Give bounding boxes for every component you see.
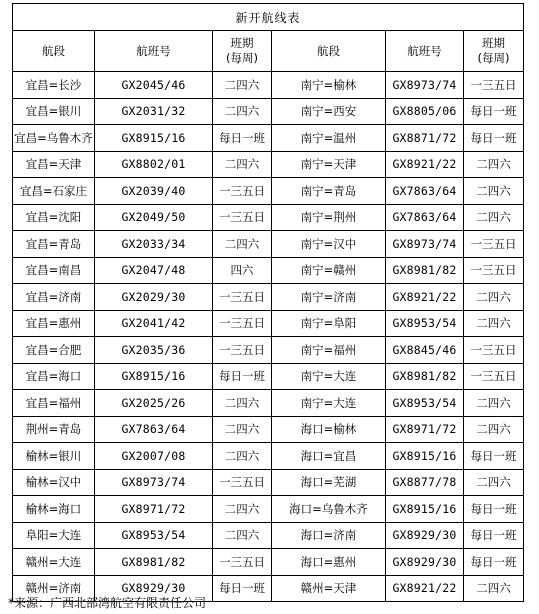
header-schedule-right: [464, 31, 524, 72]
header-flight-no-right: 航班号: [386, 31, 464, 72]
cell-route-left: 赣州=大连: [13, 549, 95, 576]
cell-flight-no-right: GX8953/54: [386, 390, 464, 417]
cell-schedule-left: 二四六: [213, 522, 272, 549]
cell-flight-no-left: GX7863/64: [95, 416, 213, 443]
cell-flight-no-right: GX8805/06: [386, 98, 464, 125]
cell-route-left: 宜昌=青岛: [13, 231, 95, 258]
cell-route-left: 赣州=济南: [13, 575, 95, 602]
cell-flight-no-left: GX2039/40: [95, 178, 213, 205]
cell-schedule-left: 一三五日: [213, 204, 272, 231]
cell-schedule-right: 一三五日: [464, 363, 524, 390]
cell-flight-no-left: GX8953/54: [95, 522, 213, 549]
cell-route-left: 阜阳=大连: [13, 522, 95, 549]
cell-flight-no-left: GX8929/30: [95, 575, 213, 602]
cell-flight-no-left: GX8915/16: [95, 125, 213, 152]
header-schedule-label: 班期: [230, 36, 254, 50]
header-schedule-unit: (每周): [477, 51, 510, 65]
cell-schedule-left: 一三五日: [213, 284, 272, 311]
cell-schedule-left: 每日一班: [213, 125, 272, 152]
cell-route-right: 南宁=赣州: [272, 257, 386, 284]
table-row: [13, 469, 524, 496]
cell-route-right: 南宁=西安: [272, 98, 386, 125]
cell-route-left: 宜昌=合肥: [13, 337, 95, 364]
table-row: [13, 151, 524, 178]
cell-schedule-right: 一三五日: [464, 72, 524, 99]
cell-route-right: 南宁=荆州: [272, 204, 386, 231]
cell-flight-no-right: GX8953/54: [386, 310, 464, 337]
cell-route-right: 赣州=天津: [272, 575, 386, 602]
cell-flight-no-right: GX8929/30: [386, 549, 464, 576]
cell-flight-no-right: GX7863/64: [386, 204, 464, 231]
cell-route-left: 榆林=海口: [13, 496, 95, 523]
table-row: [13, 284, 524, 311]
cell-flight-no-left: GX2047/48: [95, 257, 213, 284]
header-schedule-left: [213, 31, 272, 72]
cell-flight-no-left: GX2035/36: [95, 337, 213, 364]
cell-route-left: 宜昌=乌鲁木齐: [13, 125, 95, 152]
cell-route-left: 宜昌=惠州: [13, 310, 95, 337]
cell-flight-no-right: GX8871/72: [386, 125, 464, 152]
cell-schedule-left: 四六: [213, 257, 272, 284]
cell-schedule-right: 二四六: [464, 469, 524, 496]
cell-schedule-right: 每日一班: [464, 98, 524, 125]
cell-flight-no-right: GX8921/22: [386, 151, 464, 178]
cell-route-left: 荆州=青岛: [13, 416, 95, 443]
table-row: [13, 231, 524, 258]
cell-route-left: 宜昌=石家庄: [13, 178, 95, 205]
cell-schedule-left: 每日一班: [213, 363, 272, 390]
cell-flight-no-left: GX2007/08: [95, 443, 213, 470]
cell-route-right: 海口=宜昌: [272, 443, 386, 470]
cell-schedule-left: 二四六: [213, 390, 272, 417]
cell-schedule-right: 二四六: [464, 178, 524, 205]
table-row: [13, 310, 524, 337]
cell-route-left: 宜昌=长沙: [13, 72, 95, 99]
cell-route-right: 南宁=福州: [272, 337, 386, 364]
table-row: [13, 496, 524, 523]
cell-flight-no-left: GX8915/16: [95, 363, 213, 390]
cell-flight-no-right: GX8971/72: [386, 416, 464, 443]
cell-route-right: 海口=乌鲁木齐: [272, 496, 386, 523]
cell-route-right: 南宁=温州: [272, 125, 386, 152]
cell-schedule-right: 一三五日: [464, 257, 524, 284]
cell-route-right: 南宁=榆林: [272, 72, 386, 99]
table-row: [13, 72, 524, 99]
table-row: [13, 337, 524, 364]
cell-schedule-left: 一三五日: [213, 469, 272, 496]
cell-schedule-right: 每日一班: [464, 125, 524, 152]
cell-flight-no-right: GX8877/78: [386, 469, 464, 496]
cell-flight-no-left: GX8971/72: [95, 496, 213, 523]
cell-flight-no-left: GX2029/30: [95, 284, 213, 311]
table-row: [13, 443, 524, 470]
table-row: [13, 363, 524, 390]
cell-schedule-left: 二四六: [213, 496, 272, 523]
cell-flight-no-right: GX8981/82: [386, 257, 464, 284]
cell-route-left: 宜昌=海口: [13, 363, 95, 390]
cell-schedule-left: 一三五日: [213, 310, 272, 337]
cell-route-right: 海口=济南: [272, 522, 386, 549]
cell-route-right: 海口=惠州: [272, 549, 386, 576]
cell-flight-no-left: GX8802/01: [95, 151, 213, 178]
table-row: [13, 98, 524, 125]
cell-flight-no-left: GX2031/32: [95, 98, 213, 125]
cell-schedule-left: 二四六: [213, 231, 272, 258]
cell-route-left: 榆林=汉中: [13, 469, 95, 496]
cell-schedule-right: 二四六: [464, 204, 524, 231]
table-header-row: [13, 31, 524, 72]
cell-route-right: 南宁=阜阳: [272, 310, 386, 337]
cell-flight-no-left: GX2045/46: [95, 72, 213, 99]
cell-flight-no-left: GX2025/26: [95, 390, 213, 417]
cell-route-right: 南宁=大连: [272, 390, 386, 417]
new-routes-table: [12, 3, 524, 602]
cell-schedule-right: 二四六: [464, 310, 524, 337]
cell-route-left: 宜昌=沈阳: [13, 204, 95, 231]
cell-flight-no-right: GX7863/64: [386, 178, 464, 205]
cell-schedule-left: 二四六: [213, 443, 272, 470]
cell-route-right: 南宁=大连: [272, 363, 386, 390]
cell-schedule-left: 一三五日: [213, 337, 272, 364]
table-row: [13, 416, 524, 443]
source-note: *来源：广西北部湾航空有限责任公司: [8, 596, 207, 610]
cell-flight-no-right: GX8973/74: [386, 231, 464, 258]
cell-route-left: 宜昌=福州: [13, 390, 95, 417]
cell-schedule-left: 二四六: [213, 98, 272, 125]
cell-schedule-left: 一三五日: [213, 178, 272, 205]
cell-schedule-right: 二四六: [464, 151, 524, 178]
cell-route-left: 榆林=银川: [13, 443, 95, 470]
cell-route-right: 南宁=济南: [272, 284, 386, 311]
cell-route-right: 海口=榆林: [272, 416, 386, 443]
cell-flight-no-left: GX2041/42: [95, 310, 213, 337]
cell-route-left: 宜昌=银川: [13, 98, 95, 125]
header-flight-no-left: 航班号: [95, 31, 213, 72]
header-schedule-unit: (每周): [226, 51, 258, 65]
cell-schedule-right: 二四六: [464, 284, 524, 311]
cell-route-right: 南宁=天津: [272, 151, 386, 178]
cell-schedule-left: 每日一班: [213, 575, 272, 602]
table-title: 新开航线表: [13, 4, 524, 31]
cell-flight-no-left: GX8973/74: [95, 469, 213, 496]
cell-schedule-right: 每日一班: [464, 522, 524, 549]
table-body: [13, 72, 524, 602]
table-row: [13, 178, 524, 205]
table-row: [13, 522, 524, 549]
table-row: [13, 204, 524, 231]
cell-schedule-left: 二四六: [213, 151, 272, 178]
cell-schedule-left: 二四六: [213, 416, 272, 443]
table-title-row: [13, 4, 524, 31]
cell-schedule-right: 二四六: [464, 416, 524, 443]
cell-route-left: 宜昌=济南: [13, 284, 95, 311]
cell-flight-no-right: GX8915/16: [386, 496, 464, 523]
cell-schedule-right: 每日一班: [464, 443, 524, 470]
header-schedule-label: 班期: [482, 36, 505, 50]
table-row: [13, 257, 524, 284]
cell-route-right: 南宁=汉中: [272, 231, 386, 258]
header-route-left: 航段: [13, 31, 95, 72]
header-route-right: 航段: [272, 31, 386, 72]
table-row: [13, 549, 524, 576]
cell-flight-no-left: GX2049/50: [95, 204, 213, 231]
cell-schedule-right: 每日一班: [464, 549, 524, 576]
cell-flight-no-right: GX8921/22: [386, 284, 464, 311]
cell-route-left: 宜昌=天津: [13, 151, 95, 178]
cell-route-left: 宜昌=南昌: [13, 257, 95, 284]
cell-schedule-right: 一三五日: [464, 231, 524, 258]
cell-flight-no-right: GX8921/22: [386, 575, 464, 602]
table-row: [13, 390, 524, 417]
cell-route-right: 海口=芜湖: [272, 469, 386, 496]
cell-schedule-right: 二四六: [464, 575, 524, 602]
cell-flight-no-right: GX8981/82: [386, 363, 464, 390]
cell-schedule-left: 一三五日: [213, 549, 272, 576]
cell-flight-no-left: GX8981/82: [95, 549, 213, 576]
cell-schedule-right: 一三五日: [464, 337, 524, 364]
cell-flight-no-right: GX8845/46: [386, 337, 464, 364]
cell-flight-no-left: GX2033/34: [95, 231, 213, 258]
cell-flight-no-right: GX8973/74: [386, 72, 464, 99]
table-row: [13, 125, 524, 152]
cell-schedule-left: 二四六: [213, 72, 272, 99]
cell-route-right: 南宁=青岛: [272, 178, 386, 205]
cell-schedule-right: 每日一班: [464, 496, 524, 523]
cell-schedule-right: 二四六: [464, 390, 524, 417]
cell-flight-no-right: GX8929/30: [386, 522, 464, 549]
cell-flight-no-right: GX8915/16: [386, 443, 464, 470]
